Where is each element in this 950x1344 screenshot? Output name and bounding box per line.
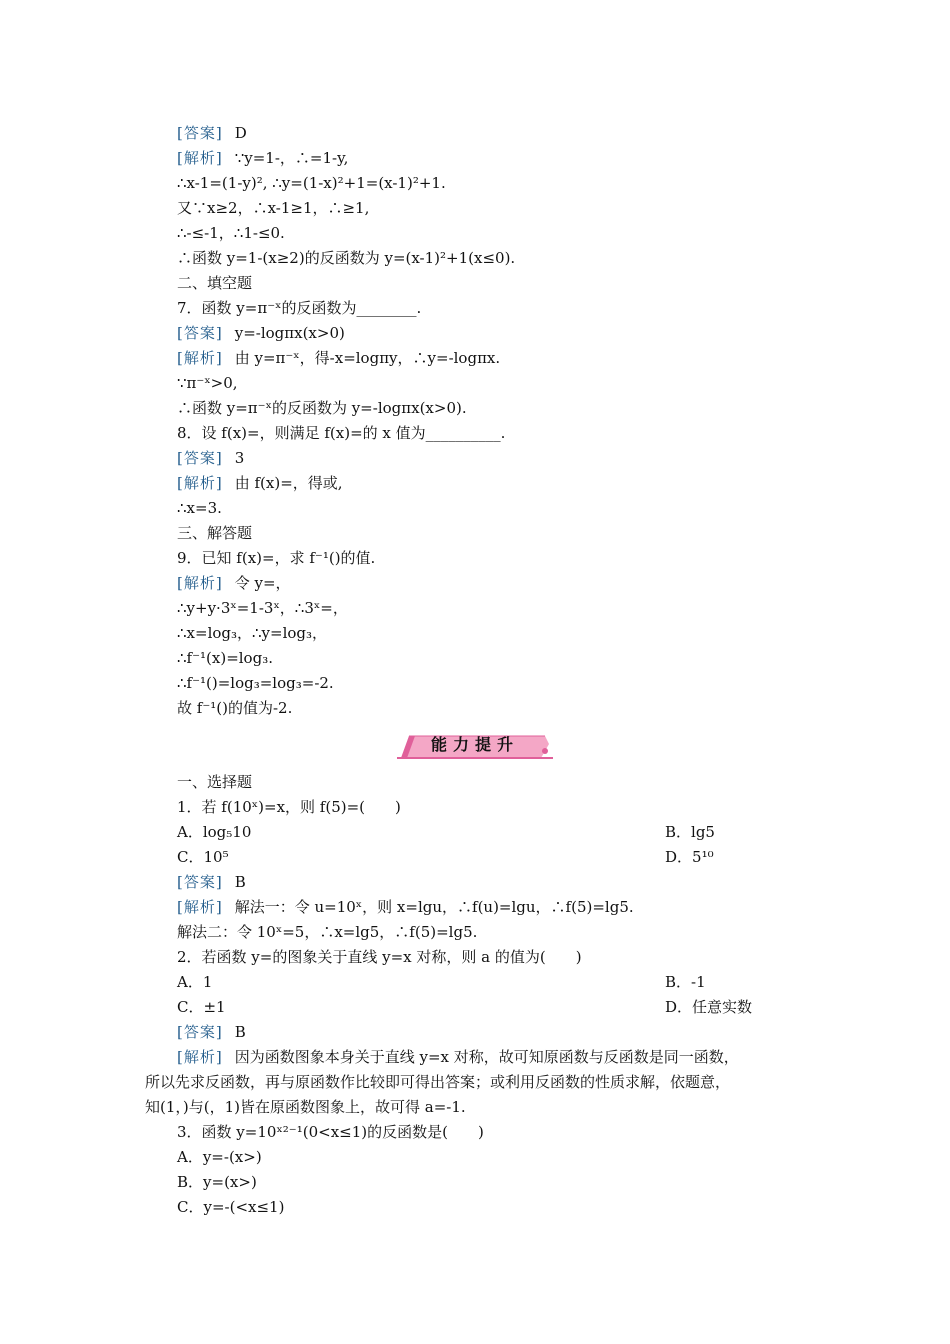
analysis-tag: [解析] xyxy=(177,1048,223,1066)
text-line: 所以先求反函数，再与原函数作比较即可得出答案；或利用反函数的性质求解，依题意， xyxy=(145,1073,731,1091)
line-text: B xyxy=(234,873,246,891)
line-text: y=-logπx(x>0) xyxy=(234,324,345,342)
line-text: 由 f(x)=，得或, xyxy=(234,474,343,492)
answer-line xyxy=(177,446,244,471)
text-line: ∴f⁻¹()=log₃=log₃=-2. xyxy=(177,674,334,692)
options-row xyxy=(177,970,706,995)
analysis-line xyxy=(177,346,500,371)
banner-title: 能力提升 xyxy=(430,735,519,754)
line-text: 3 xyxy=(234,449,245,467)
line-text: ∵y=1-，∴=1-y, xyxy=(234,149,349,167)
answer-line xyxy=(177,121,247,146)
text-line: 知(1，)与(，1)皆在原函数图象上，故可得 a=-1. xyxy=(145,1098,466,1116)
analysis-line xyxy=(177,895,634,920)
text-line: 又∵x≥2，∴x-1≥1，∴≥1, xyxy=(177,199,370,217)
option-c: C．y=-(<x≤1) xyxy=(177,1198,285,1216)
question-9: 9．已知 f(x)=，求 f⁻¹()的值. xyxy=(177,549,376,567)
text-line: ∴-≤-1，∴1-≤0. xyxy=(177,224,285,242)
option-a: A．1 xyxy=(177,973,213,991)
options-row xyxy=(177,845,714,870)
question-7: 7．函数 y=π⁻ˣ的反函数为________. xyxy=(177,299,422,317)
section-heading: 三、解答题 xyxy=(177,524,253,542)
text-line: ∴y+y·3ˣ=1-3ˣ，∴3ˣ=， xyxy=(177,599,348,617)
text-line: ∴x-1=(1-y)², ∴y=(1-x)²+1=(x-1)²+1. xyxy=(177,174,446,192)
line-text: 因为函数图象本身关于直线 y=x 对称，故可知原函数与反函数是同一函数， xyxy=(234,1048,739,1066)
question-3: 3．函数 y=10ˣ²⁻¹(0<x≤1)的反函数是( ) xyxy=(177,1123,484,1141)
answer-tag: [答案] xyxy=(177,1023,223,1041)
answer-tag: [答案] xyxy=(177,449,223,467)
answer-line xyxy=(177,870,246,895)
analysis-tag: [解析] xyxy=(177,898,223,916)
analysis-tag: [解析] xyxy=(177,149,223,167)
question-2: 2．若函数 y=的图象关于直线 y=x 对称，则 a 的值为( ) xyxy=(177,948,582,966)
question-1: 1．若 f(10ˣ)=x，则 f(5)=( ) xyxy=(177,798,401,816)
text-line: ∴f⁻¹(x)=log₃. xyxy=(177,649,273,667)
text-line: ∴函数 y=π⁻ˣ的反函数为 y=-logπx(x>0). xyxy=(177,399,467,417)
text-line: ∴函数 y=1-(x≥2)的反函数为 y=(x-1)²+1(x≤0). xyxy=(177,249,516,267)
text-line: ∵π⁻ˣ>0, xyxy=(177,374,238,392)
text-line: ∴x=3. xyxy=(177,499,222,517)
analysis-line xyxy=(177,571,291,596)
line-text: 令 y=， xyxy=(234,574,291,592)
answer-line xyxy=(177,1020,246,1045)
option-a: A．log₅10 xyxy=(177,823,252,841)
answer-tag: [答案] xyxy=(177,124,223,142)
analysis-tag: [解析] xyxy=(177,574,223,592)
line-text: 由 y=π⁻ˣ，得-x=logπy，∴y=-logπx. xyxy=(234,349,501,367)
option-d: D．5¹⁰ xyxy=(665,848,714,866)
analysis-line xyxy=(177,1045,739,1070)
option-c: C．±1 xyxy=(177,998,226,1016)
line-text: B xyxy=(234,1023,246,1041)
answer-line xyxy=(177,321,345,346)
analysis-tag: [解析] xyxy=(177,349,223,367)
section-heading: 一、选择题 xyxy=(177,773,253,791)
text-line: ∴x=log₃，∴y=log₃， xyxy=(177,624,328,642)
answer-tag: [答案] xyxy=(177,873,223,891)
option-d: D．任意实数 xyxy=(665,998,753,1016)
text-line: 故 f⁻¹()的值为-2. xyxy=(177,699,293,717)
analysis-line xyxy=(177,471,343,496)
options-row xyxy=(177,995,753,1020)
section-banner xyxy=(395,732,555,760)
line-text: D xyxy=(234,124,247,142)
text-line: 解法二：令 10ˣ=5，∴x=lg5，∴f(5)=lg5. xyxy=(177,923,478,941)
options-row xyxy=(177,820,715,845)
option-b: B．-1 xyxy=(665,973,706,991)
analysis-tag: [解析] xyxy=(177,474,223,492)
option-a: A．y=-(x>) xyxy=(177,1148,262,1166)
answer-tag: [答案] xyxy=(177,324,223,342)
question-8: 8．设 f(x)=，则满足 f(x)=的 x 值为__________. xyxy=(177,424,506,442)
option-b: B．lg5 xyxy=(665,823,715,841)
section-heading: 二、填空题 xyxy=(177,274,253,292)
line-text: 解法一：令 u=10ˣ，则 x=lgu，∴f(u)=lgu，∴f(5)=lg5. xyxy=(234,898,634,916)
option-c: C．10⁵ xyxy=(177,848,229,866)
analysis-line xyxy=(177,146,348,171)
option-b: B．y=(x>) xyxy=(177,1173,257,1191)
